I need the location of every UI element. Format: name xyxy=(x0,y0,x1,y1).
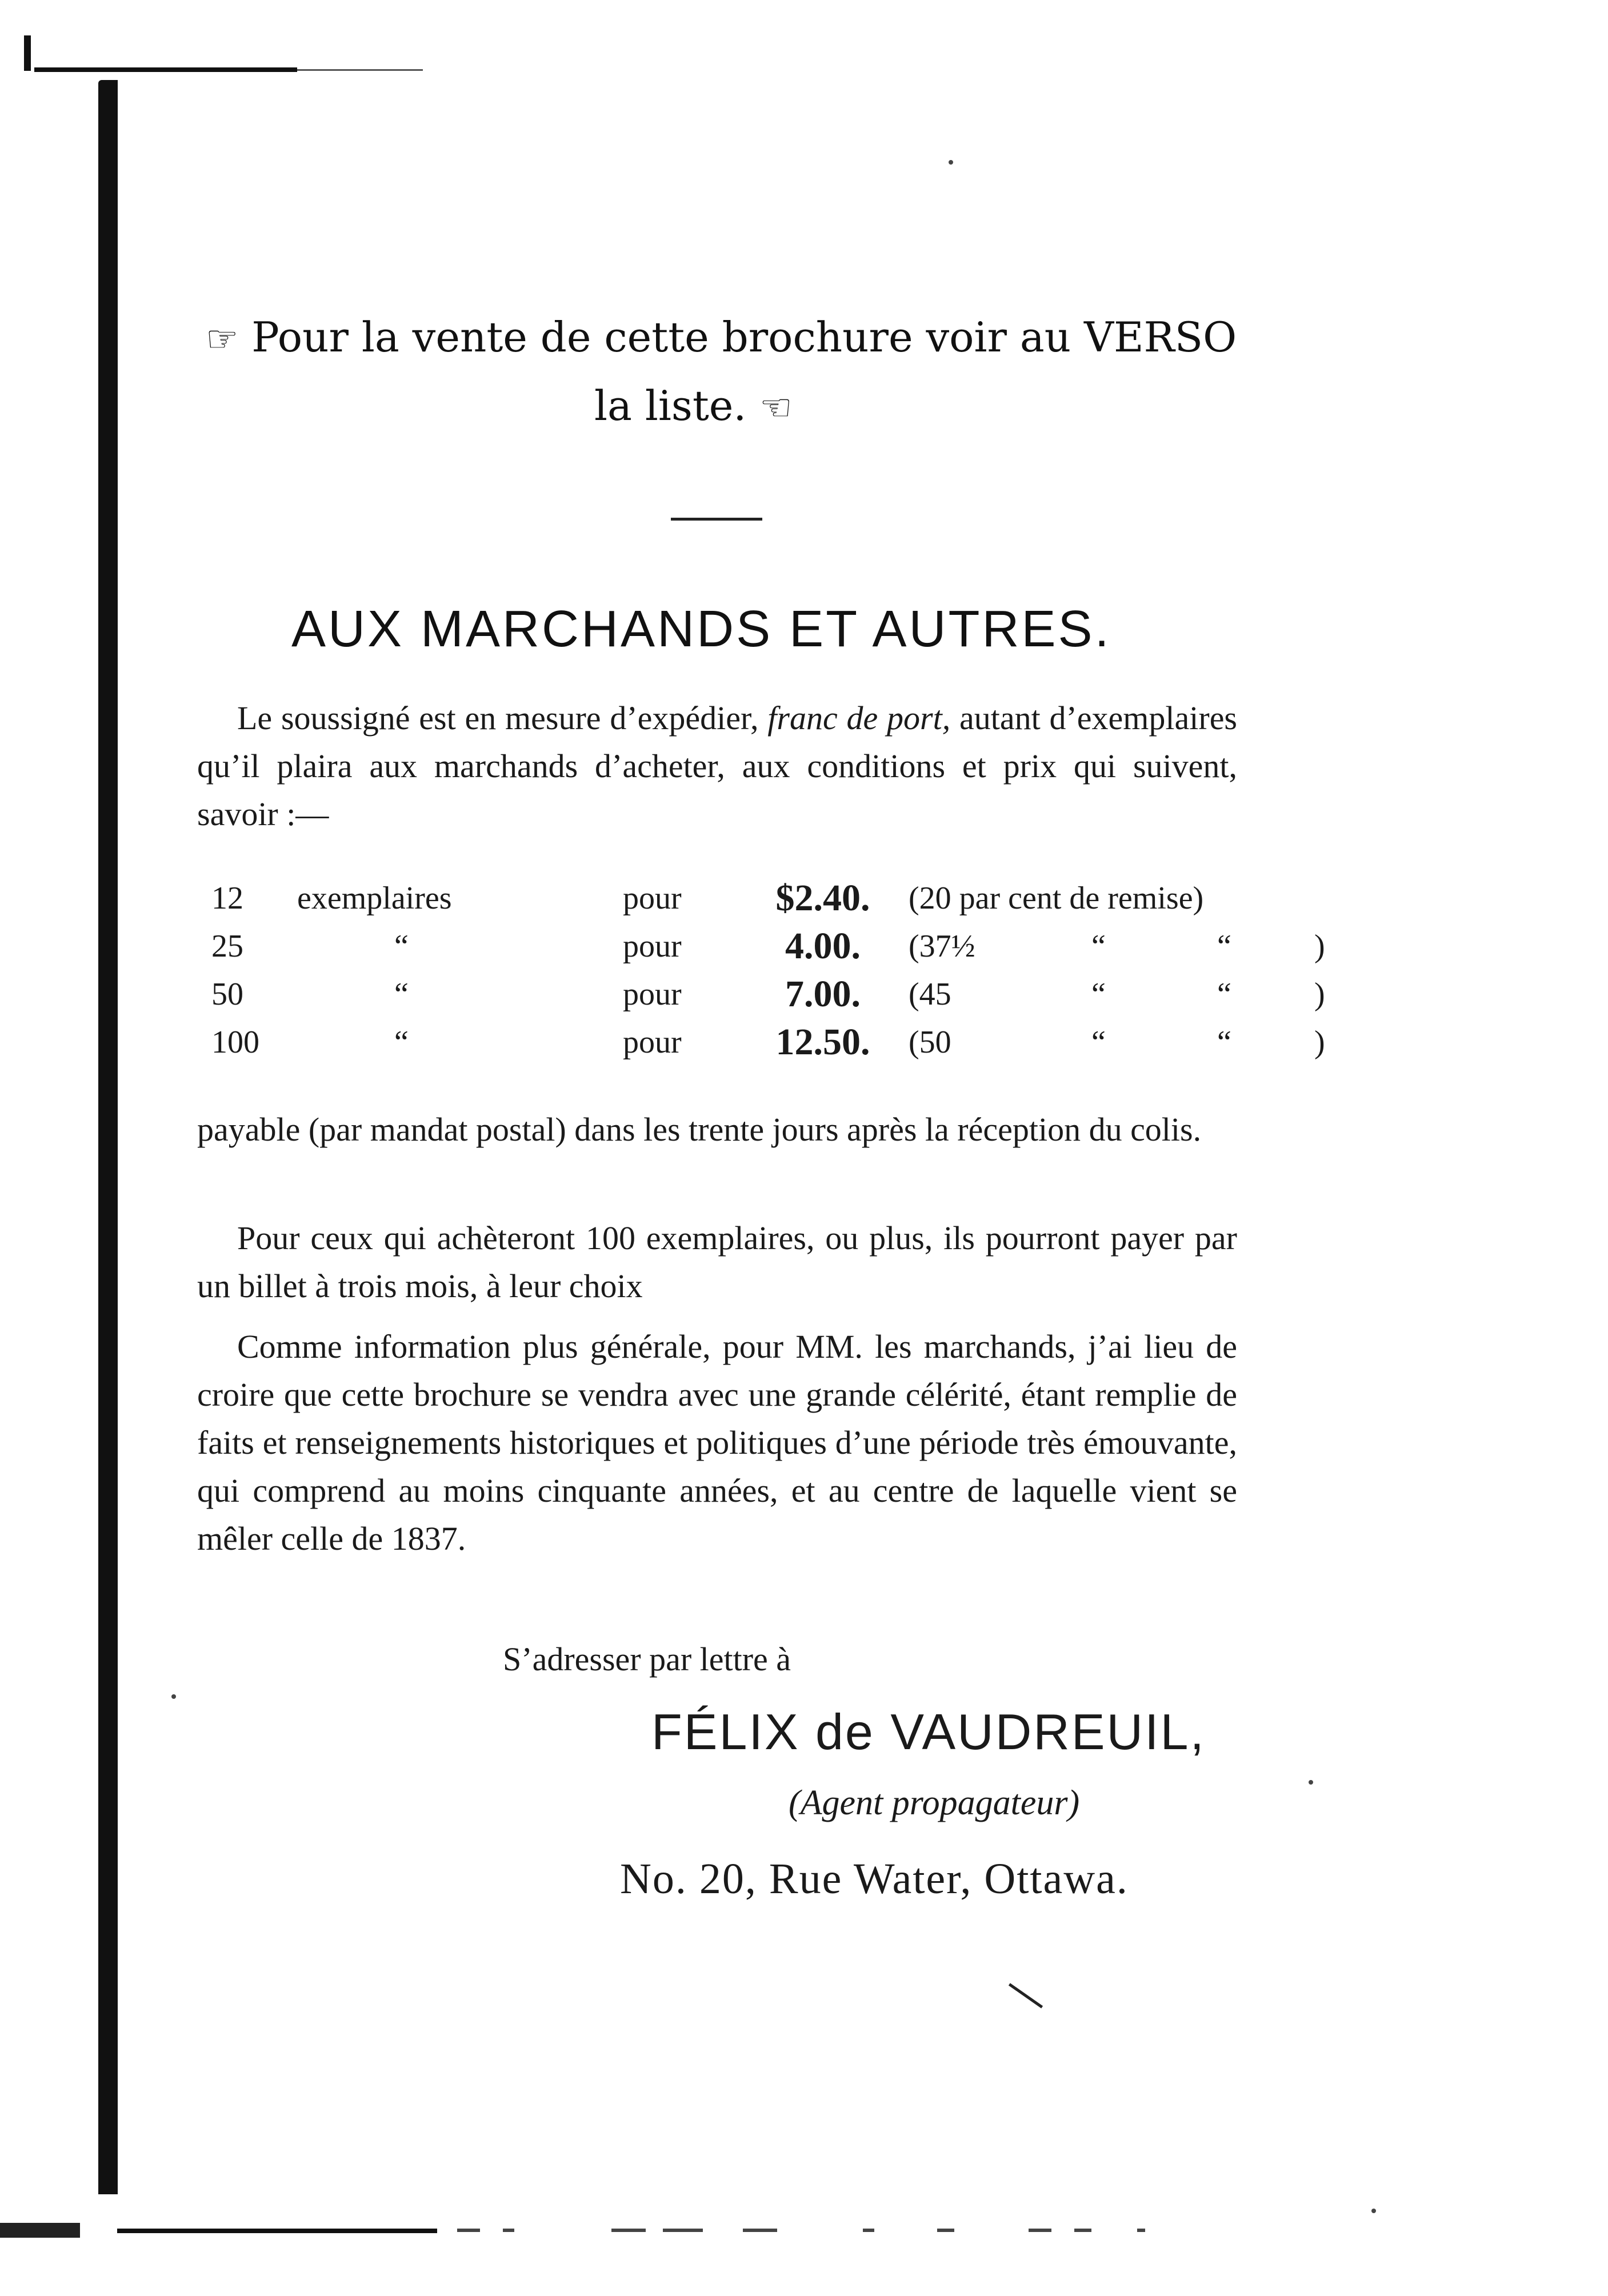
pour-cell: pour xyxy=(623,929,682,964)
bottom-dash xyxy=(611,2229,646,2232)
agent-name: FÉLIX de VAUDREUIL, xyxy=(651,1703,1206,1760)
bulk-text: Pour ceux qui achèteront 100 exemplaires, ou plus, ils pourront payer par un billet à trois mois, à leur choix xyxy=(197,1219,1237,1305)
scan-speck xyxy=(1309,1780,1313,1785)
scan-mark xyxy=(24,35,31,71)
info-paragraph xyxy=(197,1323,1237,1563)
unit-cell: “ xyxy=(394,929,409,964)
price-cell: 4.00. xyxy=(785,925,861,967)
close-paren-cell: ) xyxy=(1314,929,1325,964)
table-row xyxy=(211,970,1337,1018)
ditto-cell: “ xyxy=(1091,1025,1106,1060)
table-row xyxy=(211,874,1337,922)
notice-line-1: Pour la vente de cette brochure voir au VERSO xyxy=(251,313,1237,361)
discount-cell: (45 xyxy=(909,977,951,1012)
bottom-dash xyxy=(863,2229,874,2232)
bottom-dash xyxy=(937,2229,954,2232)
scan-speck xyxy=(949,160,953,165)
ditto-cell: “ xyxy=(1217,1025,1231,1060)
pointing-hand-left-icon: ☜ xyxy=(759,387,793,429)
price-table xyxy=(211,874,1337,1066)
table-row xyxy=(211,1018,1337,1066)
agent-role: (Agent propagateur) xyxy=(789,1783,1080,1822)
address-lead: S’adresser par lettre à xyxy=(503,1641,791,1678)
unit-cell: “ xyxy=(394,977,409,1012)
close-paren-cell: ) xyxy=(1314,1025,1325,1060)
bottom-dash xyxy=(457,2229,480,2232)
close-paren-cell: ) xyxy=(1314,977,1325,1012)
bottom-corner-mark xyxy=(0,2223,80,2238)
pour-cell: pour xyxy=(623,1025,682,1060)
intro-italic: franc de port, xyxy=(767,699,951,737)
pour-cell: pour xyxy=(623,881,682,916)
bottom-border-line xyxy=(117,2229,437,2233)
ditto-cell: “ xyxy=(1091,977,1106,1012)
qty-cell: 100 xyxy=(211,1025,259,1060)
info-text: Comme information plus générale, pour MM. les marchands, j’ai lieu de croire que cette brochure se vendra avec une grande célérité, étant remplie de faits et renseignements historiques et politiques d’une période très émouvante, qui comprend au moins cinquante années, et au centre de laquelle vient se mêler celle de 1837. xyxy=(197,1328,1237,1557)
bottom-dash xyxy=(663,2229,703,2232)
unit-cell: exemplaires xyxy=(297,881,452,916)
bottom-dash xyxy=(503,2229,514,2232)
qty-cell: 25 xyxy=(211,929,243,964)
intro-text-2: autant d’exemplaires qu’il plaira aux marchands d’acheter, aux conditions et prix qui suivent, savoir :— xyxy=(197,699,1238,833)
ditto-cell: “ xyxy=(1091,929,1106,964)
bottom-dash xyxy=(1029,2229,1051,2232)
intro-paragraph xyxy=(197,694,1237,838)
scan-speck xyxy=(171,1694,176,1699)
price-cell: $2.40. xyxy=(775,877,870,919)
qty-cell: 50 xyxy=(211,977,243,1012)
discount-cell: (37½ xyxy=(909,929,975,964)
pointing-hand-right-icon: ☞ xyxy=(206,318,239,361)
ditto-cell: “ xyxy=(1217,929,1231,964)
qty-cell: 12 xyxy=(211,881,243,916)
bottom-dash xyxy=(1074,2229,1091,2232)
discount-cell: (20 par cent de remise) xyxy=(909,881,1204,916)
bulk-paragraph xyxy=(197,1214,1237,1310)
table-row xyxy=(211,922,1337,970)
section-divider xyxy=(671,518,762,521)
street-address: No. 20, Rue Water, Ottawa. xyxy=(620,1855,1129,1903)
left-border-bar xyxy=(98,80,118,2194)
pour-cell: pour xyxy=(623,977,682,1012)
top-border-line xyxy=(34,67,297,72)
scan-speck xyxy=(1371,2209,1376,2213)
payment-paragraph: payable (par mandat postal) dans les trente jours après la réception du colis. xyxy=(197,1111,1202,1148)
section-heading: AUX MARCHANDS ET AUTRES. xyxy=(291,601,1111,658)
pen-mark xyxy=(1009,1983,1043,2008)
intro-text-1: Le soussigné est en mesure d’expédier, xyxy=(237,699,768,737)
discount-cell: (50 xyxy=(909,1025,951,1060)
bottom-dash xyxy=(743,2229,777,2232)
unit-cell: “ xyxy=(394,1025,409,1060)
ditto-cell: “ xyxy=(1217,977,1231,1012)
bottom-dash xyxy=(1137,2229,1145,2232)
top-border-line-thin xyxy=(297,69,423,71)
notice-line-2: la liste. xyxy=(594,382,747,430)
price-cell: 12.50. xyxy=(775,1021,870,1063)
price-cell: 7.00. xyxy=(785,973,861,1015)
